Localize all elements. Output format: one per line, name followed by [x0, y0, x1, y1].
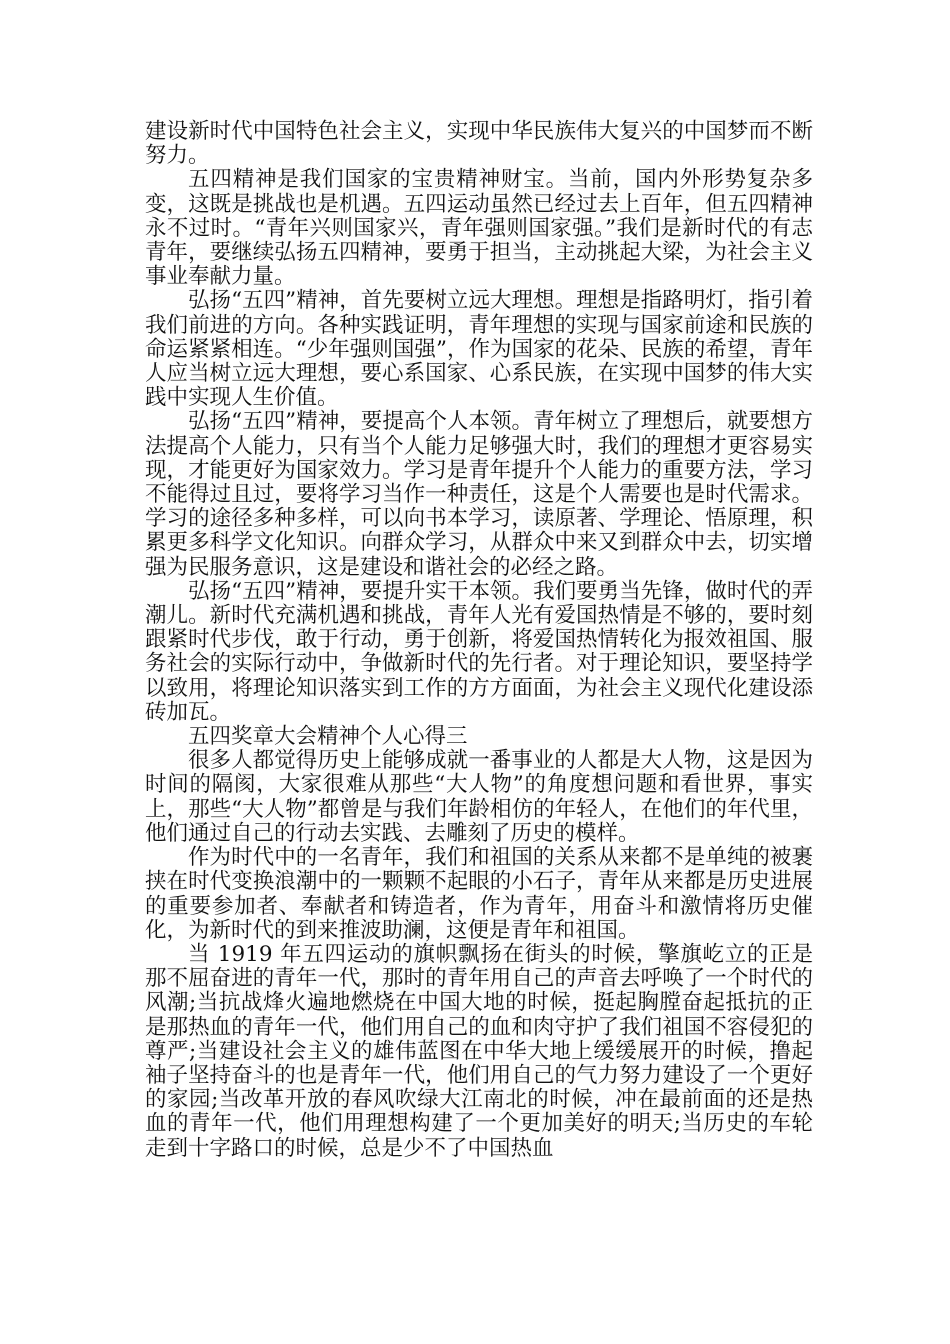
section-heading: 五四奖章大会精神个人心得三 — [188, 724, 468, 750]
document-body — [145, 120, 813, 1161]
paragraph: 弘扬“五四”精神，要提高个人本领。青年树立了理想后，就要想方法提高个人能力，只有当个人能力足够强大时，我们的理想才更容易实现，才能更好为国家效力。学习是青年提升个人能力的重要方法，学习不能得过且过，要将学习当作一种责任，这是个人需要也是时代需求。学习的途径多种多样，可以向书本学习，读原著、学理论、悟原理，积累更多科学文化知识。向群众学习，从群众中来又到群众中去，切实增强为民服务意识，这是建设和谐社会的必经之路。 — [145, 409, 813, 580]
paragraph: 弘扬“五四”精神，首先要树立远大理想。理想是指路明灯，指引着我们前进的方向。各种实践证明，青年理想的实现与国家前途和民族的命运紧紧相连。“少年强则国强”，作为国家的花朵、民族的希望，青年人应当树立远大理想，要心系国家、心系民族，在实现中国梦的伟大实践中实现人生价值。 — [145, 288, 813, 411]
paragraph-continuation: 建设新时代中国特色社会主义，实现中华民族伟大复兴的中国梦而不断努力。 — [145, 119, 813, 169]
paragraph: 作为时代中的一名青年，我们和祖国的关系从来都不是单纯的被裹挟在时代变换浪潮中的一颗颗不起眼的小石子，青年从来都是历史进展的重要参加者、奉献者和铸造者，作为青年，用奋斗和激情将历史催化，为新时代的到来推波助澜，这便是青年和祖国。 — [145, 845, 813, 943]
paragraph: 弘扬“五四”精神，要提升实干本领。我们要勇当先锋，做时代的弄潮儿。新时代充满机遇和挑战，青年人光有爱国热情是不够的，要时刻跟紧时代步伐，敢于行动，勇于创新，将爱国热情转化为报效祖国、服务社会的实际行动中，争做新时代的先行者。对于理论知识，要坚持学以致用，将理论知识落实到工作的方方面面，为社会主义现代化建设添砖加瓦。 — [145, 578, 813, 725]
paragraph: 当 1919 年五四运动的旗帜飘扬在街头的时候，擎旗屹立的正是那不屈奋进的青年一代，那时的青年用自己的声音去呼唤了一个时代的风潮;当抗战烽火遍地燃烧在中国大地的时候，挺起胸膛奋起抵抗的正是那热血的青年一代，他们用自己的血和肉守护了我们祖国不容侵犯的尊严;当建设社会主义的雄伟蓝图在中华大地上缓缓展开的时候，撸起袖子坚持奋斗的也是青年一代，他们用自己的气力努力建设了一个更好的家园;当改革开放的春风吹绿大江南北的时候，冲在最前面的还是热血的青年一代，他们用理想构建了一个更加美好的明天;当历史的车轮走到十字路口的时候，总是少不了中国热血 — [145, 941, 813, 1161]
paragraph: 很多人都觉得历史上能够成就一番事业的人都是大人物，这是因为时间的隔阂，大家很难从那些“大人物”的角度想问题和看世界，事实上，那些“大人物”都曾是与我们年龄相仿的年轻人，在他们的年代里，他们通过自己的行动去实践、去雕刻了历史的模样。 — [145, 748, 813, 846]
paragraph: 五四精神是我们国家的宝贵精神财宝。当前，国内外形势复杂多变，这既是挑战也是机遇。五四运动虽然已经过去上百年，但五四精神永不过时。“青年兴则国家兴，青年强则国家强。”我们是新时代的有志青年，要继续弘扬五四精神，要勇于担当，主动挑起大梁，为社会主义事业奉献力量。 — [145, 167, 813, 290]
